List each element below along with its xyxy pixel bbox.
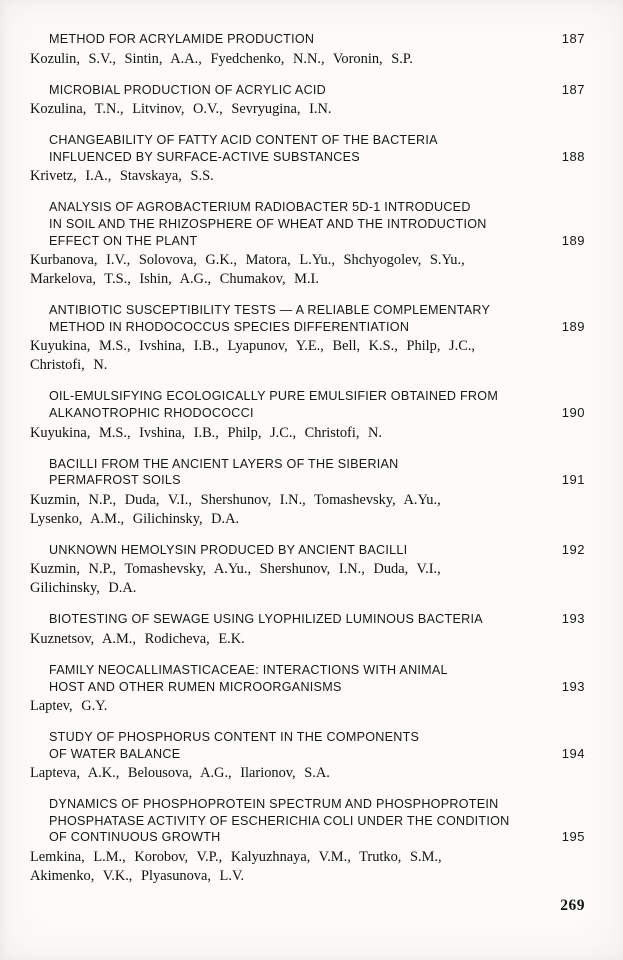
author-line: Gilichinsky, D.A. (30, 580, 137, 597)
entry-title (49, 611, 562, 628)
entry-authors (30, 848, 585, 886)
author-line: Kuyukina, M.S., Ivshina, I.B., Philp, J.C., Christofi, N. (30, 424, 383, 441)
entry-title (49, 542, 562, 559)
title-line: HOST AND OTHER RUMEN MICROORGANISMS (49, 679, 342, 694)
author-line: Lapteva, A.K., Belousova, A.G., Ilarionov, S.A. (30, 765, 330, 782)
entry-page-number: 189 (561, 318, 585, 334)
entry-page-number: 189 (561, 232, 585, 248)
entry-authors (30, 560, 585, 598)
author-line: Markelova, T.S., Ishin, A.G., Chumakov, M.I. (30, 271, 319, 288)
author-line: Akimenko, V.K., Plyasunova, L.V. (30, 868, 245, 885)
title-line: DYNAMICS OF PHOSPHOPROTEIN SPECTRUM AND PHOSPHOPROTEIN (49, 797, 499, 812)
author-line: Lemkina, L.M., Korobov, V.P., Kalyuzhnaya, V.M., Trutko, S.M., (30, 849, 442, 866)
entry-page-number: 194 (561, 745, 585, 761)
entry-title (49, 456, 562, 489)
entry-title (49, 302, 562, 335)
entry-title (49, 729, 562, 762)
title-line: PERMAFROST SOILS (49, 473, 181, 488)
page-footer (560, 897, 585, 915)
title-line: CHANGEABILITY OF FATTY ACID CONTENT OF THE BACTERIA (49, 133, 438, 148)
entry-authors (30, 337, 585, 375)
author-line: Kuzmin, N.P., Tomashevsky, A.Yu., Shershunov, I.N., Duda, V.I., (30, 561, 441, 578)
entry-authors (30, 697, 585, 716)
title-line: UNKNOWN HEMOLYSIN PRODUCED BY ANCIENT BACILLI (49, 542, 408, 557)
entry-page-number: 195 (561, 829, 585, 845)
title-line: BIOTESTING OF SEWAGE USING LYOPHILIZED LUMINOUS BACTERIA (49, 612, 483, 627)
toc-entry (30, 199, 585, 289)
entry-authors (30, 764, 585, 783)
author-line: Kuyukina, M.S., Ivshina, I.B., Lyapunov, Y.E., Bell, K.S., Philp, J.C., (30, 338, 476, 355)
entry-title-row (30, 31, 585, 48)
author-line: Laptev, G.Y. (30, 698, 108, 715)
entry-title-row (30, 542, 585, 559)
entry-title-row (30, 302, 585, 335)
title-line: METHOD FOR ACRYLAMIDE PRODUCTION (49, 32, 315, 46)
toc-entry (30, 542, 585, 599)
title-line: EFFECT ON THE PLANT (49, 233, 198, 248)
entry-page-number: 187 (561, 31, 585, 46)
entry-title (49, 132, 562, 165)
entry-title-row (30, 611, 585, 628)
entry-authors (30, 424, 585, 443)
entry-title-row (30, 662, 585, 695)
title-line: OF CONTINUOUS GROWTH (49, 830, 221, 845)
entry-page-number: 188 (561, 148, 585, 164)
toc-entry (30, 456, 585, 529)
title-line: FAMILY NEOCALLIMASTICACEAE: INTERACTIONS WITH ANIMAL (49, 662, 448, 677)
entry-title (49, 199, 562, 249)
toc-entry (30, 388, 585, 442)
entry-page-number: 187 (561, 81, 585, 97)
entry-authors (30, 50, 585, 69)
entry-title-row (30, 456, 585, 489)
author-line: Kuzmin, N.P., Duda, V.I., Shershunov, I.N., Tomashevsky, A.Yu., (30, 491, 441, 508)
entry-authors (30, 491, 585, 529)
author-line: Lysenko, A.M., Gilichinsky, D.A. (30, 510, 240, 527)
title-line: ANALYSIS OF AGROBACTERIUM RADIOBACTER 5D-1 INTRODUCED (49, 200, 471, 215)
entry-authors (30, 251, 585, 289)
entry-page-number: 193 (561, 611, 585, 627)
entry-authors (30, 630, 585, 649)
author-line: Kuznetsov, A.M., Rodicheva, E.K. (30, 630, 245, 647)
title-line: OF WATER BALANCE (49, 746, 181, 761)
entry-authors (30, 167, 585, 186)
entry-authors (30, 100, 585, 119)
entry-title-row (30, 388, 585, 421)
toc-entry (30, 662, 585, 716)
toc-entry (30, 82, 585, 120)
title-line: MICROBIAL PRODUCTION OF ACRYLIC ACID (49, 82, 327, 97)
title-line: ANTIBIOTIC SUSCEPTIBILITY TESTS — A RELIABLE COMPLEMENTARY (49, 303, 491, 318)
entry-title (49, 796, 562, 846)
toc-entry (30, 302, 585, 375)
author-line: Krivetz, I.A., Stavskaya, S.S. (30, 168, 214, 185)
title-line: IN SOIL AND THE RHIZOSPHERE OF WHEAT AND THE INTRODUCTION (49, 216, 487, 231)
toc-entry (30, 796, 585, 886)
entry-page-number: 191 (561, 472, 585, 488)
toc-entry (30, 31, 585, 69)
folio-page-number: 269 (560, 897, 585, 914)
entry-title-row (30, 132, 585, 165)
toc-entry (30, 729, 585, 783)
entry-page-number: 192 (561, 541, 585, 557)
entry-title-row (30, 82, 585, 99)
author-line: Kozulina, T.N., Litvinov, O.V., Sevryugina, I.N. (30, 101, 332, 118)
entry-title (49, 388, 562, 421)
entry-title-row (30, 796, 585, 846)
author-line: Christofi, N. (30, 357, 108, 374)
author-line: Kozulin, S.V., Sintin, A.A., Fyedchenko, N.N., Voronin, S.P. (30, 50, 413, 67)
title-line: INFLUENCED BY SURFACE-ACTIVE SUBSTANCES (49, 149, 360, 164)
entry-page-number: 193 (561, 678, 585, 694)
toc-entry (30, 132, 585, 186)
title-line: PHOSPHATASE ACTIVITY OF ESCHERICHIA COLI UNDER THE CONDITION (49, 813, 510, 828)
entry-title-row (30, 729, 585, 762)
author-line: Kurbanova, I.V., Solovova, G.K., Matora, L.Yu., Shchyogolev, S.Yu., (30, 252, 465, 269)
title-line: ALKANOTROPHIC RHODOCOCCI (49, 405, 254, 420)
title-line: OIL-EMULSIFYING ECOLOGICALLY PURE EMULSIFIER OBTAINED FROM (49, 389, 499, 404)
entry-page-number: 190 (561, 404, 585, 420)
title-line: BACILLI FROM THE ANCIENT LAYERS OF THE SIBERIAN (49, 456, 399, 471)
entry-title (49, 31, 562, 48)
entry-title-row (30, 199, 585, 249)
entry-title (49, 82, 562, 99)
entry-title (49, 662, 562, 695)
toc-entries (30, 31, 585, 886)
toc-entry (30, 611, 585, 649)
title-line: METHOD IN RHODOCOCCUS SPECIES DIFFERENTIATION (49, 319, 410, 334)
title-line: STUDY OF PHOSPHORUS CONTENT IN THE COMPONENTS (49, 730, 420, 745)
